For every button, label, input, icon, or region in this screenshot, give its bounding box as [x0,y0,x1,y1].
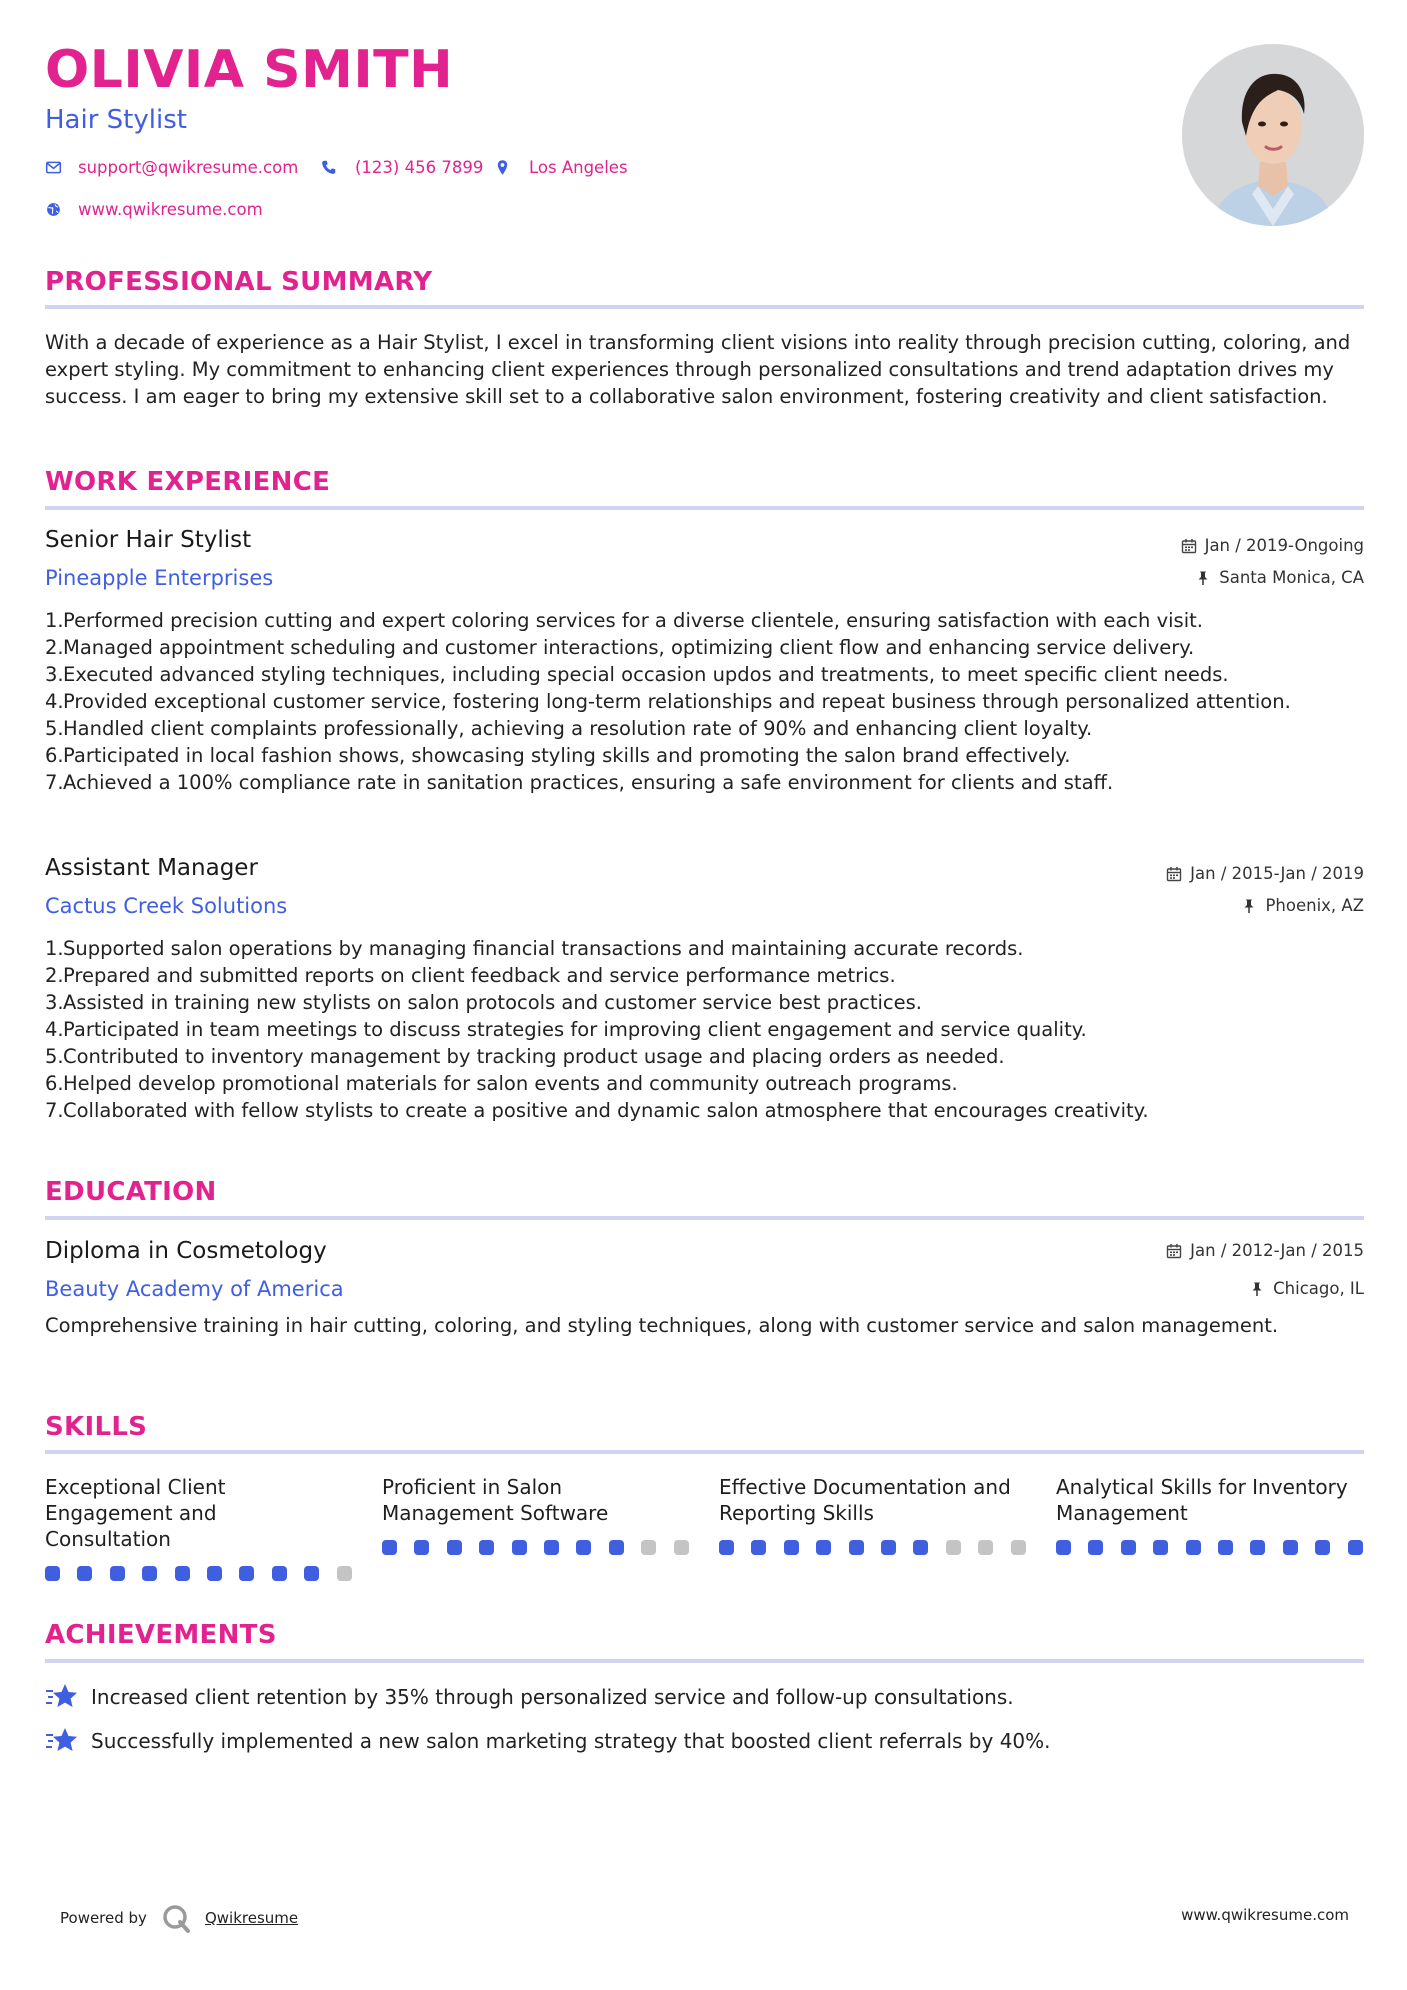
job-title: Assistant Manager [45,855,258,881]
skill-dot-filled [447,1540,462,1555]
company-name: Cactus Creek Solutions [45,894,288,918]
skill-rating [1056,1540,1363,1555]
skill-item [719,1474,1029,1526]
skill-dot-filled [207,1566,222,1581]
section-divider [45,1216,1364,1220]
job-location: Phoenix, AZ [1241,896,1364,915]
skill-dot-filled [77,1566,92,1581]
pushpin-icon [1195,570,1211,586]
section-divider [45,1450,1364,1454]
star-icon [45,1726,79,1756]
skill-item [45,1474,355,1552]
job-duties-list [45,935,1364,1124]
job-title: Senior Hair Stylist [45,527,252,553]
skill-dot-filled [45,1566,60,1581]
job-dates: Jan / 2015-Jan / 2019 [1166,864,1364,883]
skill-dot-filled [512,1540,527,1555]
skill-dot-filled [272,1566,287,1581]
skill-name: Analytical Skills for Inventory Management [1056,1475,1348,1525]
skill-dot-empty [674,1540,689,1555]
education-description: Comprehensive training in hair cutting, coloring, and styling techniques, along with customer service and salon management. [45,1314,1279,1337]
skill-rating [382,1540,689,1555]
skill-dot-empty [978,1540,993,1555]
skill-rating [719,1540,1026,1555]
list-item: 1. Supported salon operations by managing financial transactions and maintaining accurate records. [45,937,1024,960]
skill-dot-empty [337,1566,352,1581]
job-dates: Jan / 2019-Ongoing [1181,536,1364,555]
skill-dot-filled [1088,1540,1103,1555]
skill-dot-filled [913,1540,928,1555]
skill-dot-filled [816,1540,831,1555]
envelope-icon [45,159,62,176]
company-name: Pineapple Enterprises [45,566,274,590]
skill-dot-filled [1348,1540,1363,1555]
section-divider [45,1659,1364,1663]
section-divider [45,305,1364,309]
map-pin-icon [494,159,511,176]
job-location: Santa Monica, CA [1195,568,1364,587]
summary-heading: PROFESSIONAL SUMMARY [45,267,433,297]
profile-photo [1182,44,1364,226]
skill-dot-filled [110,1566,125,1581]
skill-dot-filled [1186,1540,1201,1555]
skill-name: Exceptional Client Engagement and Consultation [45,1475,226,1551]
skill-dot-filled [609,1540,624,1555]
calendar-icon [1166,866,1182,882]
skill-dot-filled [1283,1540,1298,1555]
skill-dot-filled [544,1540,559,1555]
job-duties-list [45,607,1364,796]
list-item: 3. Assisted in training new stylists on salon protocols and customer service best practices. [45,991,922,1014]
education-location: Chicago, IL [1249,1279,1364,1298]
degree-title: Diploma in Cosmetology [45,1238,327,1264]
contact-website[interactable]: www.qwikresume.com [45,200,263,219]
skill-dot-filled [175,1566,190,1581]
calendar-icon [1181,538,1197,554]
star-icon [45,1682,79,1712]
skill-dot-filled [1218,1540,1233,1555]
experience-heading: WORK EXPERIENCE [45,467,331,497]
skill-dot-filled [1056,1540,1071,1555]
skill-name: Effective Documentation and Reporting Skills [719,1475,1011,1525]
list-item: 5. Handled client complaints professionally, achieving a resolution rate of 90% and enhancing client loyalty. [45,717,1093,740]
school-name: Beauty Academy of America [45,1277,344,1301]
skill-item [1056,1474,1366,1526]
qwikresume-link[interactable]: Qwikresume [204,1909,299,1927]
skill-dot-filled [1121,1540,1136,1555]
list-item: 5. Contributed to inventory management by tracking product usage and placing orders as needed. [45,1045,1005,1068]
list-item: 2. Managed appointment scheduling and customer interactions, optimizing client flow and enhancing service delivery. [45,636,1195,659]
skill-dot-filled [881,1540,896,1555]
skill-item [382,1474,692,1526]
skill-dot-filled [479,1540,494,1555]
skill-dot-filled [414,1540,429,1555]
profile-photo-illustration [1182,44,1364,226]
skill-dot-filled [304,1566,319,1581]
calendar-icon [1166,1243,1182,1259]
contact-email[interactable]: support@qwikresume.com [45,158,298,177]
skill-dot-filled [719,1540,734,1555]
section-divider [45,506,1364,510]
pushpin-icon [1241,898,1257,914]
summary-text: With a decade of experience as a Hair Stylist, I excel in transforming client visions into reality through precision cutting, coloring, and expert styling. My commitment to enhancing client experiences through personalized consultations and trend adaptation drives my success. I am eager to bring my extensive skill set to a collaborative salon environment, fostering creativity and client satisfaction. [45,331,1351,408]
skill-dot-filled [784,1540,799,1555]
skills-heading: SKILLS [45,1412,148,1442]
skill-dot-filled [1315,1540,1330,1555]
list-item: 6. Helped develop promotional materials for salon events and community outreach programs. [45,1072,958,1095]
skill-dot-filled [1153,1540,1168,1555]
skill-name: Proficient in Salon Management Software [382,1475,609,1525]
skill-dot-filled [849,1540,864,1555]
candidate-name: OLIVIA SMITH [45,40,454,100]
achievement-item: Increased client retention by 35% through personalized service and follow-up consultations. [45,1682,1014,1712]
pushpin-icon [1249,1281,1265,1297]
skill-dot-empty [1011,1540,1026,1555]
powered-by: Powered by Qwikresume [60,1903,298,1933]
qwikresume-logo-icon [161,1903,191,1933]
achievements-heading: ACHIEVEMENTS [45,1620,277,1650]
skill-dot-filled [1250,1540,1265,1555]
list-item: 6. Participated in local fashion shows, showcasing styling skills and promoting the salon brand effectively. [45,744,1071,767]
globe-icon [45,201,62,218]
skill-dot-filled [382,1540,397,1555]
contact-phone[interactable]: (123) 456 7899 [320,158,483,177]
skill-dot-empty [946,1540,961,1555]
list-item: 1. Performed precision cutting and expert coloring services for a diverse clientele, ensuring satisfaction with each visit. [45,609,1203,632]
education-heading: EDUCATION [45,1177,217,1207]
skill-dot-filled [142,1566,157,1581]
skill-dot-empty [641,1540,656,1555]
contact-location: Los Angeles [494,158,628,177]
skill-dot-filled [751,1540,766,1555]
footer-url[interactable]: www.qwikresume.com [1181,1906,1349,1924]
skill-rating [45,1566,352,1581]
skill-dot-filled [239,1566,254,1581]
list-item: 7. Collaborated with fellow stylists to create a positive and dynamic salon atmosphere that encourages creativity. [45,1099,1149,1122]
list-item: 2. Prepared and submitted reports on client feedback and service performance metrics. [45,964,896,987]
phone-icon [320,159,337,176]
list-item: 3. Executed advanced styling techniques, including special occasion updos and treatments, to meet specific client needs. [45,663,1229,686]
education-dates: Jan / 2012-Jan / 2015 [1166,1241,1364,1260]
list-item: 4. Participated in team meetings to discuss strategies for improving client engagement and service quality. [45,1018,1087,1041]
achievement-item: Successfully implemented a new salon marketing strategy that boosted client referrals by 40%. [45,1726,1051,1756]
candidate-title: Hair Stylist [45,105,187,135]
list-item: 4. Provided exceptional customer service, fostering long-term relationships and repeat business through personalized attention. [45,690,1291,713]
skill-dot-filled [576,1540,591,1555]
list-item: 7. Achieved a 100% compliance rate in sanitation practices, ensuring a safe environment for clients and staff. [45,771,1114,794]
